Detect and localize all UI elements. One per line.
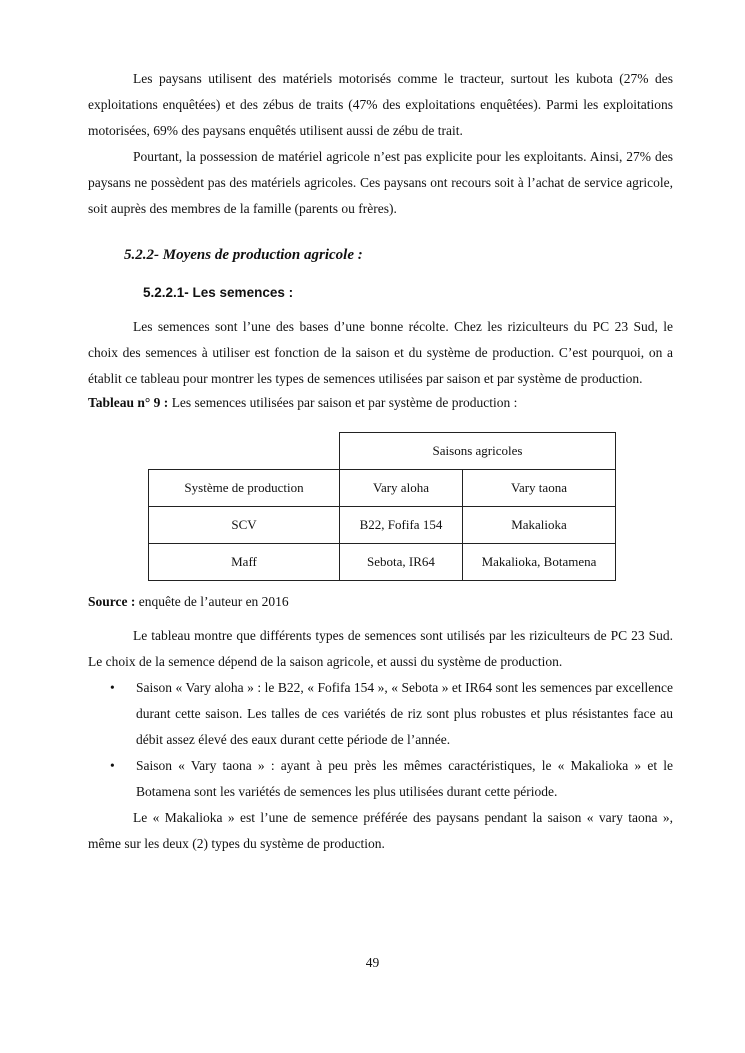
- page-number: 49: [365, 955, 380, 970]
- table-group-header-row: [149, 433, 616, 470]
- bullet-icon: •: [110, 680, 115, 695]
- table-cell: B22, Fofifa 154: [340, 507, 463, 544]
- bullet-icon: •: [110, 758, 115, 773]
- document-page: [88, 66, 673, 857]
- table-caption-text: Les semences utilisées par saison et par système de production :: [168, 395, 518, 410]
- table-row: [149, 544, 616, 581]
- source-text: enquête de l’auteur en 2016: [135, 594, 289, 609]
- source-label: Source :: [88, 594, 136, 609]
- table-row: [149, 507, 616, 544]
- table-caption: [88, 392, 673, 414]
- subsection-heading: 5.2.2.1- Les semences :: [143, 285, 294, 300]
- paragraph-equipment: Les paysans utilisent des matériels motorisés comme le tracteur, surtout les kubota (27% des exploitations enquêtées) et des zébus de traits (47% des exploitations enquêtées). Parmi les exploitations motorisées, 69% des paysans enquêtés utilisent aussi de zébu de trait.: [88, 71, 673, 138]
- table-cell: Maff: [149, 544, 340, 581]
- table-empty-corner: [149, 433, 340, 470]
- table-cell: SCV: [149, 507, 340, 544]
- paragraph-table-analysis: Le tableau montre que différents types de semences sont utilisés par les riziculteurs de PC 23 Sud. Le choix de la semence dépend de la saison agricole, et aussi du système de production.: [88, 628, 673, 669]
- table-header-taona: Vary taona: [463, 470, 616, 507]
- table-source: [88, 591, 673, 613]
- bullet-text: ayant à peu près les mêmes caractéristiques, le « Makalioka » et le Botamena sont les variétés de semences les plus utilisées durant cette période.: [136, 758, 673, 799]
- seeds-table: [148, 432, 616, 581]
- paragraph-seeds-intro: Les semences sont l’une des bases d’une bonne récolte. Chez les riziculteurs du PC 23 Sud, le choix des semences à utiliser est fonction de la saison et du système de production. C’est pourquoi, on a établit ce tableau pour montrer les types de semences utilisées par saison et par système de production.: [88, 319, 673, 386]
- table-header-row: [149, 470, 616, 507]
- paragraph-conclusion: Le « Makalioka » est l’une de semence préférée des paysans pendant la saison « vary taona », même sur les deux (2) types du système de production.: [88, 810, 673, 851]
- table-caption-label: Tableau n° 9 :: [88, 395, 169, 410]
- paragraph-ownership: Pourtant, la possession de matériel agricole n’est pas explicite pour les exploitants. Ainsi, 27% des paysans ne possèdent pas des matériels agricoles. Ces paysans ont recours soit à l’achat de service agricole, soit auprès des membres de la famille (parents ou frères).: [88, 149, 673, 216]
- table-cell: Makalioka, Botamena: [463, 544, 616, 581]
- list-item: [88, 753, 673, 805]
- bullet-lead: Saison « Vary taona » :: [136, 758, 281, 773]
- table-header-aloha: Vary aloha: [340, 470, 463, 507]
- list-item: [88, 675, 673, 753]
- bullet-list: [88, 675, 673, 805]
- table-cell: Sebota, IR64: [340, 544, 463, 581]
- bullet-text: le B22, « Fofifa 154 », « Sebota » et IR64 sont les semences par excellence durant cette saison. Les talles de ces variétés de riz sont plus robustes et plus résistantes face au débit assez élevé des eaux durant cette période de l’année.: [136, 680, 673, 747]
- table-header-system: Système de production: [149, 470, 340, 507]
- table-group-header: Saisons agricoles: [340, 433, 616, 470]
- bullet-lead: Saison « Vary aloha » :: [136, 680, 265, 695]
- section-heading: 5.2.2- Moyens de production agricole :: [124, 247, 363, 263]
- table-cell: Makalioka: [463, 507, 616, 544]
